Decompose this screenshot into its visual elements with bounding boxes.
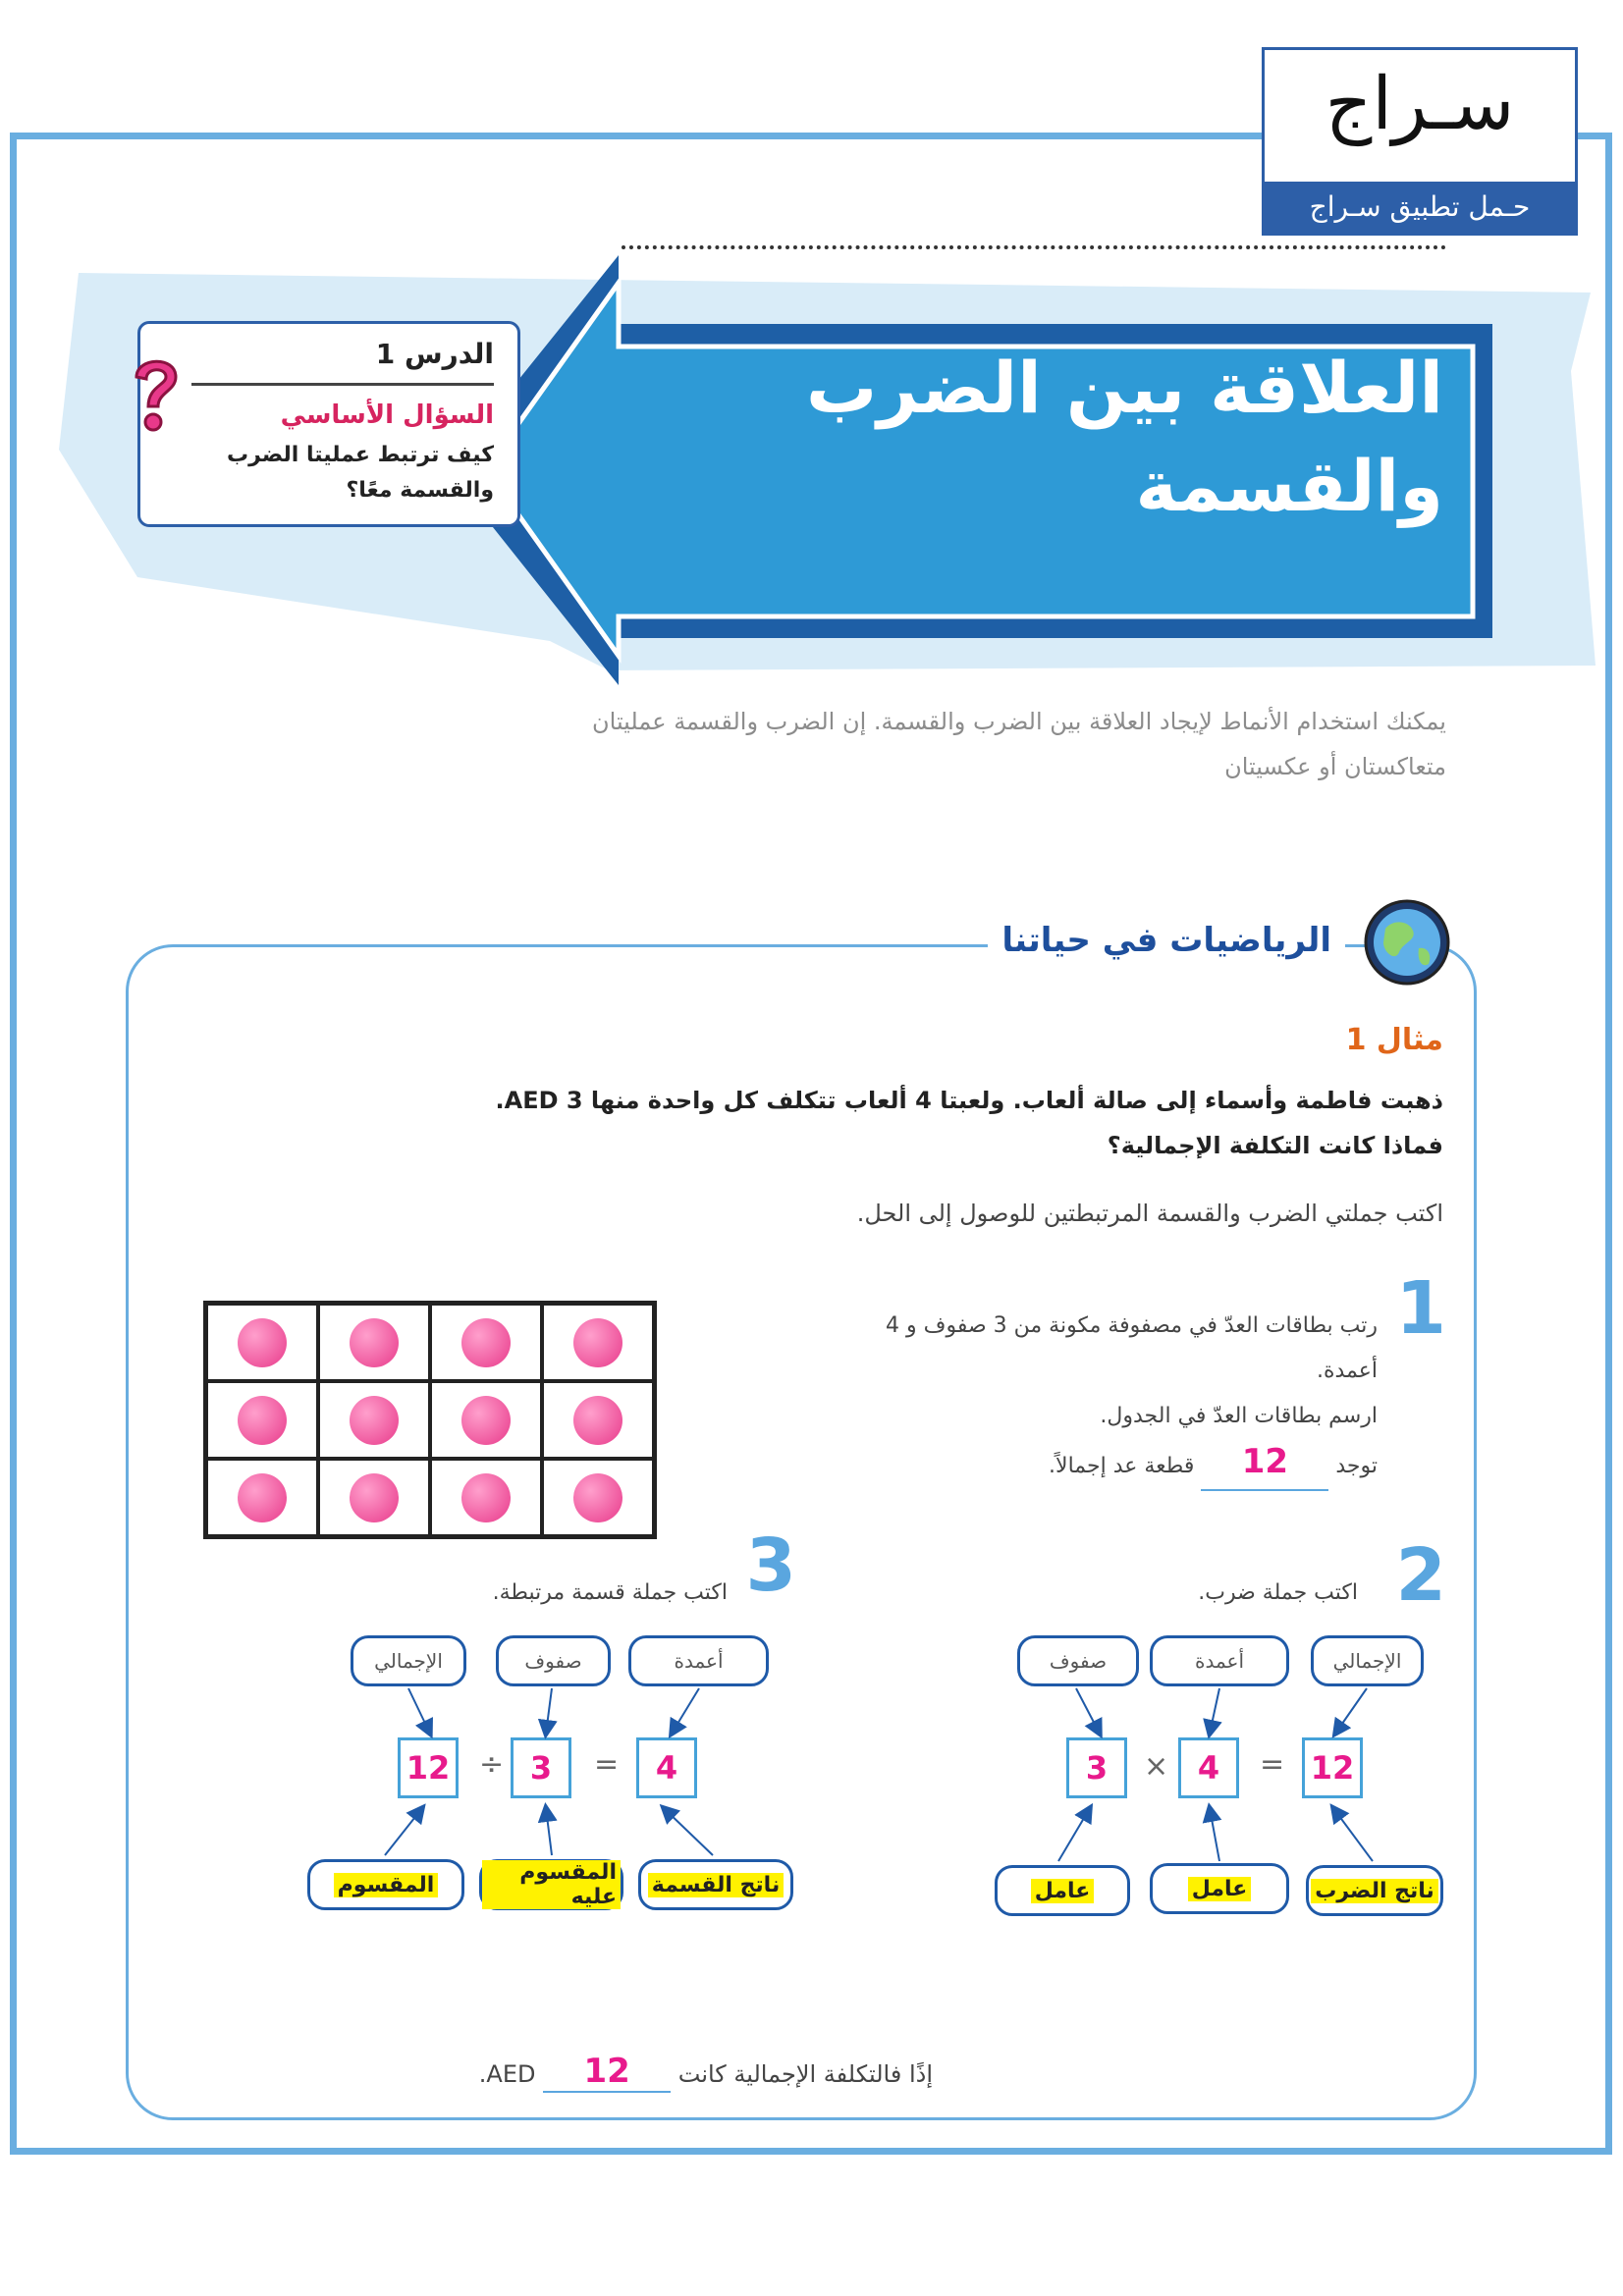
counter-dot bbox=[573, 1473, 622, 1522]
conclusion-line bbox=[479, 2052, 933, 2093]
counter-dot bbox=[238, 1396, 287, 1445]
array-cell bbox=[542, 1304, 654, 1381]
step-3-top-label-1: أعمدة bbox=[628, 1635, 769, 1686]
logo-name: سـراج bbox=[1325, 62, 1515, 146]
counter-dot bbox=[461, 1318, 511, 1367]
step-3-bottom-label-1-text: ناتج القسمة bbox=[648, 1873, 784, 1897]
step-3-operator-1: = bbox=[594, 1747, 620, 1782]
step-2-top-label-3: صفوف bbox=[1017, 1635, 1139, 1686]
step-2-top-label-1: الإجمالي bbox=[1311, 1635, 1424, 1686]
step-2-bottom-label-2-text: عامل bbox=[1188, 1877, 1252, 1901]
step-1-answer: 12 bbox=[1241, 1442, 1289, 1481]
step-3-operator-2: ÷ bbox=[479, 1747, 505, 1782]
instruction-text: اكتب جملتي الضرب والقسمة المرتبطتين للوصول إلى الحل. bbox=[856, 1200, 1443, 1227]
array-cell bbox=[542, 1459, 654, 1536]
step-3-bottom-label-3-text: المقسوم bbox=[334, 1873, 439, 1897]
array-cell bbox=[430, 1459, 542, 1536]
section-title: الرياضيات في حياتنا bbox=[988, 921, 1345, 960]
counter-dot bbox=[238, 1318, 287, 1367]
step-2-number: 2 bbox=[1395, 1533, 1446, 1618]
step-3-number-3: 12 bbox=[398, 1737, 459, 1798]
counter-array bbox=[203, 1301, 657, 1539]
step-2-top-label-2: أعمدة bbox=[1150, 1635, 1289, 1686]
problem-line-1: ذهبت فاطمة وأسماء إلى صالة ألعاب. ولعبتا 4 ألعاب تتكلف كل واحدة منها AED 3. bbox=[495, 1087, 1443, 1114]
conclusion-answer: 12 bbox=[583, 2052, 630, 2091]
step-1-text bbox=[828, 1304, 1378, 1491]
step-3-top-label-3: الإجمالي bbox=[351, 1635, 466, 1686]
step-3-number-1: 4 bbox=[636, 1737, 697, 1798]
array-cell bbox=[318, 1381, 430, 1459]
array-cell bbox=[206, 1304, 318, 1381]
logo-tagline: حـمل تطبيق سـراج bbox=[1265, 182, 1575, 233]
step-1-answer-blank bbox=[1201, 1439, 1328, 1491]
conclusion-before: إذًا فالتكلفة الإجمالية كانت bbox=[677, 2060, 933, 2088]
step-2-instruction: اكتب جملة ضرب. bbox=[1198, 1580, 1358, 1605]
array-cell bbox=[430, 1304, 542, 1381]
step-2-bottom-label-3-text: عامل bbox=[1031, 1879, 1095, 1903]
step-3-bottom-label-2-text: المقسوم عليه bbox=[482, 1860, 621, 1909]
globe-icon bbox=[1360, 893, 1454, 988]
counter-dot bbox=[350, 1396, 399, 1445]
array-cell bbox=[318, 1304, 430, 1381]
step-2-bottom-label-1-text: ناتج الضرب bbox=[1311, 1879, 1438, 1903]
lesson-label: الدرس 1 bbox=[375, 338, 494, 370]
array-cell bbox=[318, 1459, 430, 1536]
counter-dot bbox=[238, 1473, 287, 1522]
step-1-line-1: رتب بطاقات العدّ في مصفوفة مكونة من 3 صفوف و 4 أعمدة. bbox=[886, 1313, 1378, 1383]
conclusion-unit: AED. bbox=[478, 2060, 536, 2088]
problem-text bbox=[216, 1078, 1443, 1168]
example-label: مثال 1 bbox=[1345, 1023, 1443, 1057]
step-2-number-2: 4 bbox=[1178, 1737, 1239, 1798]
step-3-top-label-2: صفوف bbox=[496, 1635, 611, 1686]
step-1-number: 1 bbox=[1395, 1266, 1446, 1351]
step-2-arrows bbox=[982, 1679, 1473, 1875]
counter-dot bbox=[573, 1318, 622, 1367]
question-mark-icon bbox=[127, 351, 186, 436]
dotted-divider bbox=[622, 245, 1446, 249]
step-3-number-2: 3 bbox=[511, 1737, 571, 1798]
step-2-number-3: 3 bbox=[1066, 1737, 1127, 1798]
intro-paragraph: يمكنك استخدام الأنماط لإيجاد العلاقة بين الضرب والقسمة. إن الضرب والقسمة عمليتان متعاكستان أو عكسيتان bbox=[592, 708, 1446, 780]
counter-dot bbox=[573, 1396, 622, 1445]
step-3-arrows bbox=[314, 1679, 805, 1875]
lesson-title: العلاقة بين الضرب والقسمة bbox=[806, 347, 1443, 527]
conclusion-answer-blank bbox=[543, 2052, 671, 2093]
array-cell bbox=[542, 1381, 654, 1459]
siraj-logo bbox=[1262, 47, 1578, 236]
counter-dot bbox=[350, 1473, 399, 1522]
step-2-operator-1: = bbox=[1260, 1747, 1285, 1782]
counter-dot bbox=[461, 1473, 511, 1522]
counter-dot bbox=[350, 1318, 399, 1367]
lesson-card bbox=[137, 321, 520, 527]
step-3-instruction: اكتب جملة قسمة مرتبطة. bbox=[492, 1580, 728, 1605]
step-2-operator-2: × bbox=[1144, 1749, 1169, 1784]
essential-question: كيف ترتبط عمليتا الضرب والقسمة معًا؟ bbox=[227, 443, 494, 503]
step-2-number-1: 12 bbox=[1302, 1737, 1363, 1798]
step-1-line-3-before: توجد bbox=[1335, 1454, 1378, 1478]
array-cell bbox=[430, 1381, 542, 1459]
array-cell bbox=[206, 1381, 318, 1459]
step-1-line-3-after: قطعة عد إجمالاً. bbox=[1049, 1454, 1195, 1478]
essential-question-label: السؤال الأساسي bbox=[280, 400, 494, 430]
counter-dot bbox=[461, 1396, 511, 1445]
problem-line-2: فماذا كانت التكلفة الإجمالية؟ bbox=[1107, 1132, 1443, 1159]
array-cell bbox=[206, 1459, 318, 1536]
step-3-number: 3 bbox=[745, 1523, 796, 1608]
step-1-line-2: ارسم بطاقات العدّ في الجدول. bbox=[1100, 1404, 1378, 1428]
lesson-card-divider bbox=[191, 383, 494, 386]
step-1-line-3 bbox=[828, 1439, 1378, 1491]
